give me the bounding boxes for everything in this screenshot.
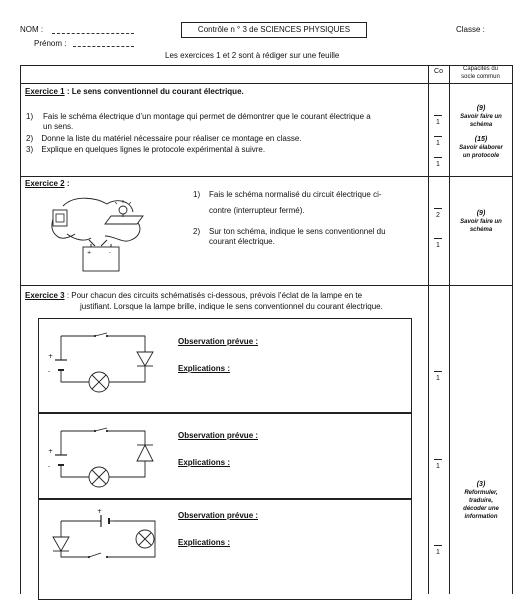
svg-text:+: +: [48, 448, 54, 455]
ex1-item-2-text: Donne la liste du matériel nécessaire pour réaliser ce montage en classe.: [41, 134, 302, 143]
ex2-item-2: [193, 227, 386, 247]
ex1-mark-1-value: 1: [436, 119, 440, 126]
ex1-skill-9-num: (9): [476, 105, 486, 112]
ex2-heading: [25, 179, 69, 189]
ex1-item-3-num: 3): [26, 145, 34, 154]
ex3-intro-1: : Pour chacun des circuits schématisés ci-dessous, prévois l’éclat de la lampe en te: [64, 291, 363, 300]
ex3-intro-2: justifiant. Lorsque la lampe brille, indique le sens conventionnel du courant électrique.: [80, 302, 383, 311]
ex2-skill-9-num: (9): [476, 210, 486, 217]
ex3-mark-2: [433, 459, 443, 471]
ex3-skill-3-l3: décoder une: [463, 506, 499, 512]
col-header-co: Co: [434, 68, 443, 75]
ex1-item-1-text-cont: un sens.: [43, 122, 74, 131]
ex1-mark-3: [433, 157, 443, 169]
ex3-skill-3: [450, 481, 512, 521]
ex2-mark-2: [433, 238, 443, 250]
ex2-mark-1: [433, 208, 443, 220]
ex3-explanation-3: Explications :: [178, 538, 231, 547]
svg-text:-: -: [48, 368, 51, 375]
ex3-observation-2: Observation prévue :: [178, 431, 259, 440]
ex1-heading: [25, 87, 244, 97]
ex1-item-3-text: Explique en quelques lignes le protocole expérimental à suivre.: [41, 145, 266, 154]
ex2-skill-9: [450, 210, 512, 234]
classe-label: Classe :: [456, 25, 485, 34]
ex3-skill-3-l4: information: [464, 514, 498, 520]
svg-text:+: +: [48, 353, 54, 360]
ex3-circuit-2-diagram: [45, 425, 165, 495]
ex1-item-1-text: Fais le schéma électrique d’un montage qui permet de démontrer que le courant électrique a: [43, 112, 371, 121]
page-title: [181, 22, 367, 38]
nom-label: NOM :: [20, 25, 44, 34]
ex2-item-1: [193, 190, 382, 216]
ex1-skill-15-num: (15): [474, 136, 488, 143]
prenom-field[interactable]: [73, 46, 134, 47]
ex1-skill-15: [450, 136, 512, 160]
ex2-mark-1-value: 2: [436, 212, 440, 219]
ex1-item-1-num: 1): [26, 112, 34, 121]
table-left-border: [20, 65, 21, 594]
ex1-skill-9-l1: Savoir faire un: [460, 114, 502, 120]
ex3-mark-1: [433, 371, 443, 383]
row-divider-ex1-ex2: [20, 176, 512, 177]
ex2-circuit-illustration: [45, 190, 165, 275]
page-title-text: Contrôle n ° 3 de SCIENCES PHYSIQUES: [197, 25, 351, 34]
ex1-item-3: [26, 145, 265, 155]
ex3-mark-1-value: 1: [436, 375, 440, 382]
ex2-title: :: [64, 179, 70, 188]
ex1-label: Exercice 1: [25, 87, 65, 96]
prenom-label: Prénom :: [34, 39, 67, 48]
ex1-skill-9-l2: schéma: [469, 122, 493, 128]
nom-field[interactable]: [52, 33, 134, 34]
ex1-title: : Le sens conventionnel du courant électrique.: [64, 87, 244, 96]
svg-text:+: +: [87, 250, 92, 256]
ex1-item-2: [26, 134, 302, 144]
header-row-divider: [20, 83, 512, 84]
svg-text:-: -: [109, 250, 111, 256]
ex2-item-2-l2: courant électrique.: [209, 237, 275, 246]
ex3-circuit-1-diagram: [45, 330, 165, 400]
ex3-skill-3-num: (3): [476, 481, 486, 488]
ex2-item-1-l2: contre (interrupteur fermé).: [209, 206, 305, 215]
ex1-item-2-num: 2): [26, 134, 34, 143]
ex3-explanation-2: Explications :: [178, 458, 231, 467]
ex1-mark-1: [433, 115, 443, 127]
ex1-skill-15-l2: un protocole: [462, 153, 500, 159]
ex3-observation-1: Observation prévue :: [178, 337, 259, 346]
ex1-mark-2: [433, 136, 443, 148]
svg-text:+: +: [97, 508, 103, 515]
ex3-label: Exercice 3: [25, 291, 65, 300]
ex2-skill-9-l2: schéma: [469, 227, 493, 233]
ex3-mark-3-value: 1: [436, 549, 440, 556]
instruction-text: Les exercices 1 et 2 sont à rédiger sur une feuille: [165, 51, 340, 60]
ex3-skill-3-l2: traduire,: [468, 498, 493, 504]
col-header-skills-line1: Capacités du: [462, 66, 499, 72]
ex1-mark-2-value: 1: [436, 140, 440, 147]
row-divider-ex2-ex3: [20, 285, 512, 286]
ex1-mark-3-value: 1: [436, 161, 440, 168]
ex2-item-2-l1: Sur ton schéma, indique le sens conventionnel du: [209, 227, 386, 236]
ex3-observation-3: Observation prévue :: [178, 511, 259, 520]
col-header-skills-line2: socle commun: [461, 74, 500, 80]
ex3-skill-3-l1: Reformuler,: [464, 490, 498, 496]
ex1-skill-15-l1: Savoir élaborer: [459, 145, 503, 151]
ex3-heading: [25, 291, 362, 301]
ex3-mark-2-value: 1: [436, 463, 440, 470]
ex3-mark-3: [433, 545, 443, 557]
ex2-item-1-l1: Fais le schéma normalisé du circuit électrique ci-: [209, 190, 382, 199]
ex2-item-2-num: 2): [193, 227, 201, 236]
svg-text:-: -: [48, 463, 51, 470]
ex2-label: Exercice 2: [25, 179, 65, 188]
ex1-item-1: [26, 112, 426, 132]
ex2-mark-2-value: 1: [436, 242, 440, 249]
ex3-circuit-3-diagram: [45, 507, 165, 587]
ex1-skill-9: [450, 105, 512, 129]
table-right-border: [512, 65, 513, 594]
table-top-border: [20, 65, 512, 66]
col-co-left: [428, 65, 429, 594]
ex2-item-1-num: 1): [193, 190, 201, 199]
col-header-skills: [449, 65, 512, 81]
ex2-skill-9-l1: Savoir faire un: [460, 219, 502, 225]
ex3-explanation-1: Explications :: [178, 364, 231, 373]
